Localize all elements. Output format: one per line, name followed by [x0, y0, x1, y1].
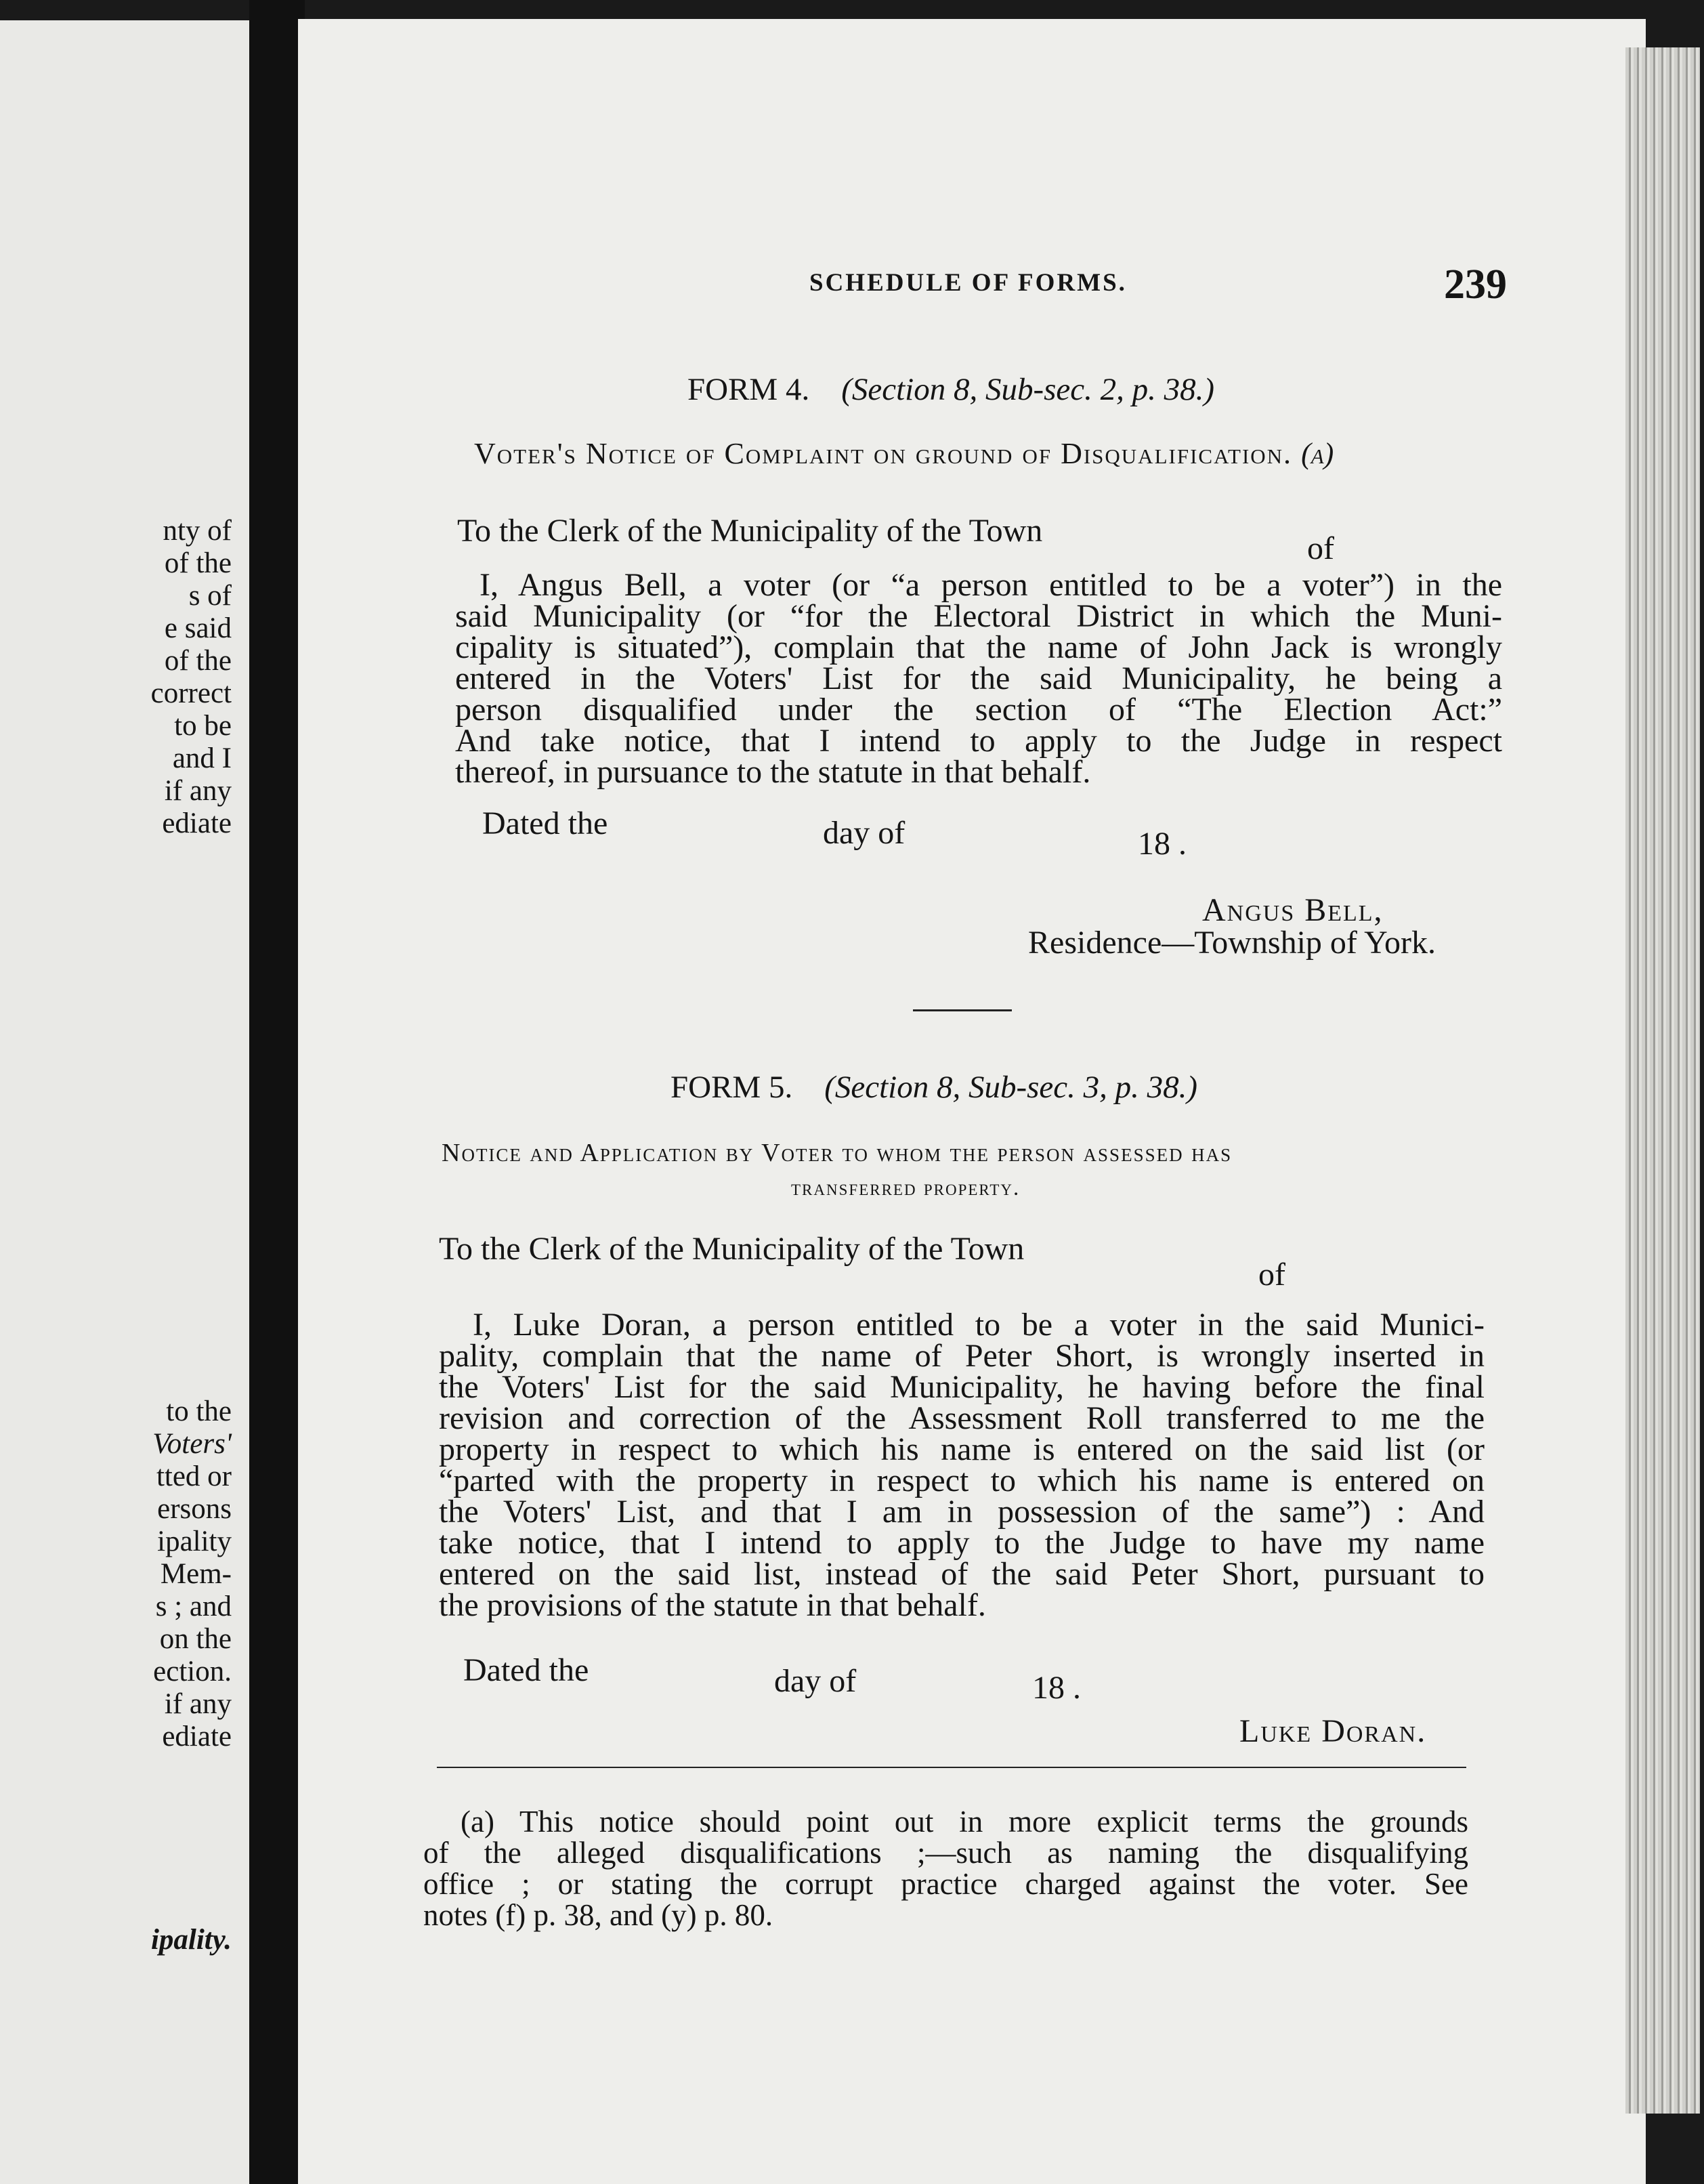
footnote-line: office ; or stating the corrupt practice charged against the voter. See: [423, 1867, 1468, 1901]
form4-citation: (Section 8, Sub-sec. 2, p. 38.): [841, 372, 1215, 407]
left-page-fragment: to the: [166, 1395, 232, 1427]
left-page-fragment: e said: [164, 612, 232, 644]
left-page-fragment: of the: [164, 645, 232, 677]
form5-body-line: revision and correction of the Assessment Roll transferred to me the: [439, 1400, 1485, 1436]
form4-day-of: day of: [823, 815, 906, 851]
form5-body-line: property in respect to which his name is entered on the said list (or: [439, 1431, 1485, 1467]
form5-title: FORM 5.: [670, 1070, 793, 1105]
book-gutter: [249, 0, 305, 2184]
form5-dated-label: Dated the: [463, 1652, 589, 1688]
form4-residence: Residence—Township of York.: [1028, 925, 1436, 961]
left-page-fragment: ediate: [162, 1721, 232, 1752]
form5-body-line: pality, complain that the name of Peter Short, is wrongly inserted in: [439, 1338, 1485, 1374]
form5-citation: (Section 8, Sub-sec. 3, p. 38.): [824, 1070, 1198, 1105]
footnote-rule: [437, 1767, 1466, 1768]
form5-year: 18 .: [1032, 1670, 1081, 1706]
form4-body-line: I, Angus Bell, a voter (or “a person entitled to be a voter”) in the: [480, 567, 1502, 603]
left-page-fragment: s ; and: [155, 1591, 232, 1622]
left-page-fragment: nty of: [163, 515, 232, 547]
left-page-fragment: s of: [188, 580, 232, 612]
form4-dated-label: Dated the: [482, 805, 608, 841]
left-facing-page: [0, 20, 249, 2184]
left-page-fragment: to be: [174, 710, 232, 742]
form5-title-line: [670, 1069, 1197, 1106]
form4-body-line: cipality is situated”), complain that the name of John Jack is wrongly: [455, 629, 1502, 665]
form4-signature: Angus Bell,: [1202, 892, 1384, 928]
left-page-fragment: on the: [159, 1623, 232, 1655]
form4-body-line: thereof, in pursuance to the statute in that behalf.: [455, 754, 1091, 790]
left-page-fragment: and I: [172, 742, 232, 774]
form5-address-of: of: [1258, 1257, 1285, 1293]
left-page-fragment: Voters': [152, 1428, 232, 1460]
running-title: SCHEDULE OF FORMS.: [809, 269, 1127, 297]
form4-body-line: person disqualified under the section of “The Election Act:”: [455, 692, 1502, 728]
left-page-fragment: ersons: [157, 1493, 232, 1525]
form5-heading-line1: Notice and Application by Voter to whom the person assessed has: [442, 1139, 1233, 1167]
form5-body-line: entered on the said list, instead of the said Peter Short, pursuant to: [439, 1556, 1485, 1592]
form5-heading-line2: transferred property.: [791, 1176, 1021, 1200]
form5-body-line: “parted with the property in respect to which his name is entered on: [439, 1463, 1485, 1498]
left-page-fragment: ection.: [153, 1656, 232, 1687]
form5-body-line: the Voters' List, and that I am in possession of the same”) : And: [439, 1494, 1485, 1530]
form4-title: FORM 4.: [687, 372, 810, 407]
page-number: 239: [1444, 261, 1507, 308]
form5-body-line: I, Luke Doran, a person entitled to be a voter in the said Munici-: [473, 1307, 1485, 1343]
left-page-fragment: if any: [164, 775, 232, 807]
form4-heading: Voter's Notice of Complaint on ground of Disqualification. (a): [474, 437, 1334, 470]
form4-year: 18 .: [1138, 826, 1187, 862]
footnote-line: (a) This notice should point out in more explicit terms the grounds: [461, 1805, 1468, 1839]
form5-signature: Luke Doran.: [1239, 1713, 1427, 1749]
form4-title-line: [687, 371, 1214, 408]
form4-body-line: entered in the Voters' List for the said Municipality, he being a: [455, 660, 1502, 696]
left-page-fragment: ipality.: [150, 1924, 232, 1956]
left-page-fragment: ipality: [157, 1526, 232, 1557]
form5-day-of: day of: [774, 1663, 857, 1699]
form5-body-line: take notice, that I intend to apply to the Judge to have my name: [439, 1525, 1485, 1561]
footnote-line: of the alleged disqualifications ;—such as naming the disqualifying: [423, 1836, 1468, 1870]
footnote-line: notes (f) p. 38, and (y) p. 80.: [423, 1898, 773, 1932]
left-page-fragment: of the: [164, 547, 232, 579]
left-page-fragment: tted or: [156, 1461, 232, 1492]
left-page-fragment: ediate: [162, 807, 232, 839]
page-edges: [1625, 47, 1700, 2114]
form4-body-line: And take notice, that I intend to apply to the Judge in respect: [455, 723, 1502, 759]
form4-body-line: said Municipality (or “for the Electoral District in which the Muni-: [455, 598, 1502, 634]
section-divider: [913, 1009, 1012, 1011]
form4-address-of: of: [1307, 530, 1334, 566]
form5-address: To the Clerk of the Municipality of the Town: [439, 1231, 1025, 1267]
left-page-fragment: correct: [150, 677, 232, 709]
form5-body-line: the provisions of the statute in that behalf.: [439, 1587, 986, 1623]
form4-address: To the Clerk of the Municipality of the Town: [457, 513, 1043, 549]
form5-body-line: the Voters' List for the said Municipality, he having before the final: [439, 1369, 1485, 1405]
left-page-fragment: Mem-: [160, 1558, 232, 1590]
left-page-fragment: if any: [164, 1688, 232, 1720]
